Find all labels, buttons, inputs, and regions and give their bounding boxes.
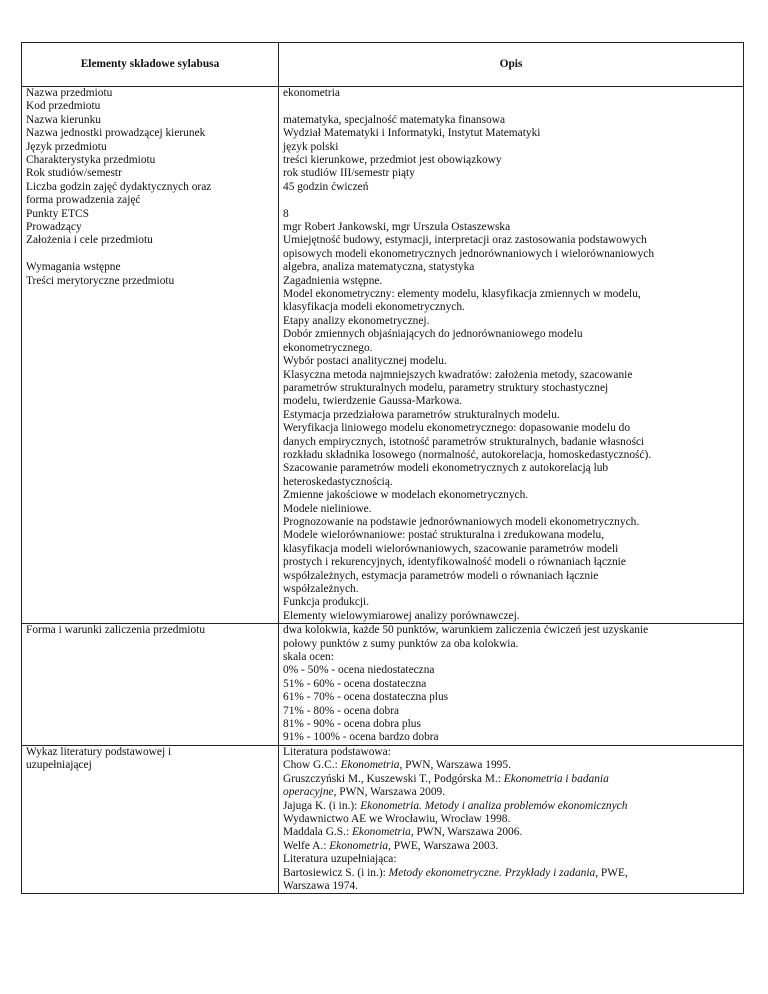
- value-tresci-8: parametrów strukturalnych modelu, parametry struktury stochastycznej: [283, 381, 609, 394]
- value-forma-6: 71% - 80% - ocena dobra: [283, 704, 400, 717]
- value-tresci-14: Szacowanie parametrów modeli ekonometrycznych z autokorelacją lub: [283, 462, 609, 475]
- value-jezyk: język polski: [283, 140, 339, 153]
- value-tresci-20: klasyfikacja modeli wielorównaniowych, szacowanie parametrów modeli: [283, 542, 619, 555]
- ref-jajuga-2: Wydawnictwo AE we Wrocławiu, Wrocław 1998.: [283, 812, 511, 825]
- value-charakterystyka: treści kierunkowe, przedmiot jest obowiązkowy: [283, 154, 502, 167]
- value-tresci-17: Modele nieliniowe.: [283, 502, 372, 515]
- value-tresci-5: ekonometrycznego.: [283, 341, 373, 354]
- basic-info-values: [279, 87, 744, 624]
- literatura-value-cell: [279, 745, 744, 893]
- ref-gruszczynski-2: operacyjne, PWN, Warszawa 2009.: [283, 786, 446, 799]
- value-tresci-9: modelu, twierdzenie Gaussa-Markowa.: [283, 395, 463, 408]
- value-tresci-3: Etapy analizy ekonometrycznej.: [283, 314, 430, 327]
- value-forma-2: skala ocen:: [283, 651, 334, 664]
- value-tresci-25: Elementy wielowymiarowej analizy porównawczej.: [283, 609, 520, 622]
- value-kod-przedmiotu: [283, 100, 739, 113]
- value-forma-8: 91% - 100% - ocena bardzo dobra: [283, 731, 439, 744]
- value-rok: rok studiów III/semestr piąty: [283, 167, 415, 180]
- syllabus-table: [21, 42, 744, 894]
- literatura-label-cell: [22, 745, 279, 893]
- literatura-heading-basic: Literatura podstawowa:: [283, 745, 391, 758]
- value-zalozenia-1: Umiejętność budowy, estymacji, interpretacji oraz zastosowania podstawowych: [283, 234, 647, 247]
- basic-info-row: [22, 87, 744, 624]
- value-zalozenia-2: opisowych modeli ekonometrycznych jednorównaniowych i wielorównaniowych: [283, 247, 655, 260]
- label-nazwa-przedmiotu: Nazwa przedmiotu: [26, 87, 113, 99]
- value-tresci-0: Zagadnienia wstępne.: [283, 274, 383, 287]
- label-forma: Forma i warunki zaliczenia przedmiotu: [26, 624, 206, 637]
- label-jezyk: Język przedmiotu: [26, 140, 107, 153]
- label-rok: Rok studiów/semestr: [26, 167, 122, 180]
- forma-row: [22, 624, 744, 746]
- value-godziny: 45 godzin ćwiczeń: [283, 180, 369, 193]
- value-tresci-4: Dobór zmiennych objaśniających do jednorównaniowego modelu: [283, 328, 583, 341]
- label-literatura-1: Wykaz literatury podstawowej i: [26, 745, 172, 758]
- label-wymagania: Wymagania wstępne: [26, 261, 121, 274]
- value-tresci-22: współzależnych, estymacja parametrów modeli o równaniach łącznie: [283, 569, 599, 582]
- label-jednostka: Nazwa jednostki prowadzącej kierunek: [26, 127, 206, 140]
- value-tresci-19: Modele wielorównaniowe: postać strukturalna i zredukowana modelu,: [283, 529, 605, 542]
- value-tresci-15: heteroskedastycznością.: [283, 475, 393, 488]
- label-godziny-2: forma prowadzenia zajęć: [26, 194, 141, 207]
- value-tresci-7: Klasyczna metoda najmniejszych kwadratów: założenia metody, szacowanie: [283, 368, 633, 381]
- value-prowadzacy: mgr Robert Jankowski, mgr Urszula Ostaszewska: [283, 221, 511, 234]
- value-nazwa-kierunku: matematyka, specjalność matematyka finansowa: [283, 113, 506, 126]
- value-tresci-16: Zmienne jakościowe w modelach ekonometrycznych.: [283, 489, 529, 502]
- ref-gruszczynski-1: Gruszczyński M., Kuszewski T., Podgórska M.: Ekonometria i badania: [283, 772, 609, 785]
- value-forma-7: 81% - 90% - ocena dobra plus: [283, 718, 421, 731]
- value-wymagania: algebra, analiza matematyczna, statystyka: [283, 261, 475, 274]
- label-godziny-1: Liczba godzin zajęć dydaktycznych oraz: [26, 180, 212, 193]
- header-description: Opis: [279, 43, 744, 87]
- value-forma-5: 61% - 70% - ocena dostateczna plus: [283, 691, 449, 704]
- header-row: [22, 43, 744, 87]
- label-prowadzacy: Prowadzący: [26, 221, 82, 234]
- header-elements: Elementy składowe sylabusa: [22, 43, 279, 87]
- value-forma-1: połowy punktów z sumy punktów za oba kolokwia.: [283, 637, 519, 650]
- value-tresci-21: prostych i rekurencyjnych, identyfikowalność modeli o równaniach łącznie: [283, 556, 626, 569]
- label-zalozenia: Założenia i cele przedmiotu: [26, 234, 153, 247]
- value-tresci-13: rozkładu składnika losowego (normalność, autokorelacja, homoskedastyczność).: [283, 448, 652, 461]
- value-tresci-1: Model ekonometryczny: elementy modelu, klasyfikacja zmiennych w modelu,: [283, 288, 641, 301]
- value-tresci-2: klasyfikacja modeli ekonometrycznych.: [283, 301, 465, 314]
- label-ects: Punkty ETCS: [26, 207, 89, 220]
- basic-info-labels: [22, 87, 279, 624]
- label-kod-przedmiotu: Kod przedmiotu: [26, 100, 101, 113]
- value-tresci-23: współzależnych.: [283, 583, 359, 595]
- label-charakterystyka: Charakterystyka przedmiotu: [26, 154, 156, 167]
- value-ects: 8: [283, 207, 289, 220]
- value-tresci-24: Funkcja produkcji.: [283, 596, 370, 609]
- value-forma-3: 0% - 50% - ocena niedostateczna: [283, 664, 435, 677]
- value-forma-0: dwa kolokwia, każde 50 punktów, warunkiem zaliczenia ćwiczeń jest uzyskanie: [283, 624, 649, 637]
- forma-label-cell: [22, 624, 279, 746]
- ref-welfe: Welfe A.: Ekonometria, PWE, Warszawa 2003.: [283, 839, 499, 852]
- label-literatura-2: uzupełniającej: [26, 759, 92, 772]
- literatura-row: [22, 745, 744, 893]
- label-nazwa-kierunku: Nazwa kierunku: [26, 113, 101, 126]
- ref-jajuga-1: Jajuga K. (i in.): Ekonometria. Metody i analiza problemów ekonomicznych: [283, 799, 628, 812]
- value-jednostka: Wydział Matematyki i Informatyki, Instytut Matematyki: [283, 127, 541, 140]
- literatura-heading-extra: Literatura uzupełniająca:: [283, 853, 397, 866]
- ref-maddala: Maddala G.S.: Ekonometria, PWN, Warszawa 2006.: [283, 826, 523, 839]
- label-tresci: Treści merytoryczne przedmiotu: [26, 274, 175, 287]
- ref-bartosiewicz-1: Bartosiewicz S. (i in.): Metody ekonometryczne. Przykłady i zadania, PWE,: [283, 866, 628, 879]
- value-tresci-18: Prognozowanie na podstawie jednorównaniowych modeli ekonometrycznych.: [283, 515, 640, 528]
- ref-chow: Chow G.C.: Ekonometria, PWN, Warszawa 1995.: [283, 759, 511, 772]
- value-tresci-6: Wybór postaci analitycznej modelu.: [283, 355, 447, 368]
- value-nazwa-przedmiotu: ekonometria: [283, 87, 340, 99]
- value-tresci-10: Estymacja przedziałowa parametrów strukturalnych modelu.: [283, 408, 560, 421]
- value-tresci-11: Weryfikacja liniowego modelu ekonometrycznego: dopasowanie modelu do: [283, 422, 631, 435]
- value-forma-4: 51% - 60% - ocena dostateczna: [283, 677, 427, 690]
- ref-bartosiewicz-2: Warszawa 1974.: [283, 879, 358, 892]
- value-tresci-12: danych empirycznych, istotność parametrów strukturalnych, badanie własności: [283, 435, 645, 448]
- forma-value-cell: [279, 624, 744, 746]
